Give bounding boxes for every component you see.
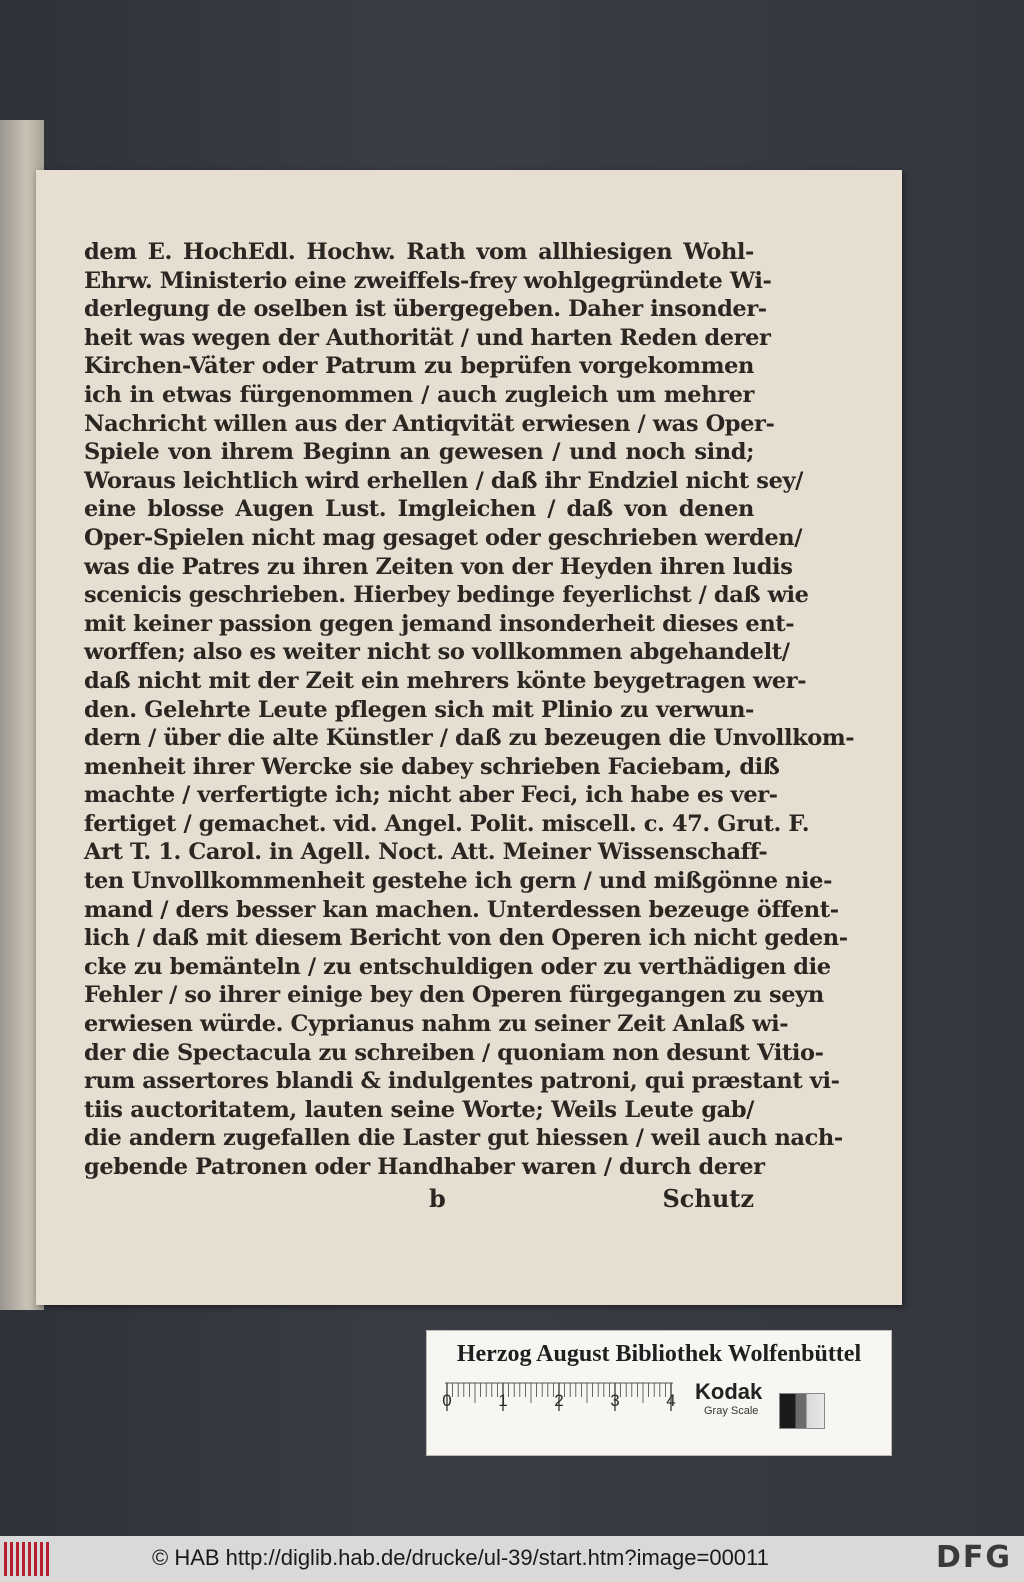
text-line: Art T. 1. Carol. in Agell. Noct. Att. Meiner Wissenschaff-	[84, 839, 768, 866]
text-line: cke zu bemänteln / zu entschuldigen oder zu verthädigen die	[84, 953, 831, 980]
text-line: eine blosse Augen Lust. Imgleichen / daß von denen	[84, 496, 754, 523]
text-line: den. Gelehrte Leute pflegen sich mit Plinio zu verwun-	[84, 696, 754, 723]
text-line: der die Spectacula zu schreiben / quoniam non desunt Vitio-	[84, 1039, 824, 1066]
text-line: tiis auctoritatem, lauten seine Worte; Weils Leute gab/	[84, 1096, 754, 1123]
text-line: menheit ihrer Wercke sie dabey schrieben Faciebam, diß	[84, 753, 780, 780]
text-line: Oper-Spielen nicht mag gesaget oder geschrieben werden/	[84, 524, 803, 551]
text-line: worffen; also es weiter nicht so vollkommen abgehandelt/	[84, 639, 790, 666]
text-line: Kirchen-Väter oder Patrum zu beprüfen vorgekommen	[84, 353, 754, 380]
text-line: fertiget / gemachet. vid. Angel. Polit. miscell. c. 47. Grut. F.	[84, 810, 810, 837]
text-line: derlegung de oselben ist übergegeben. Daher insonder-	[84, 296, 767, 323]
gray-scale-label: Gray Scale	[704, 1405, 759, 1417]
text-line: Spiele von ihrem Beginn an gewesen / und noch sind;	[84, 439, 754, 466]
text-line: mit keiner passion gegen jemand insonderheit dieses ent-	[84, 610, 795, 637]
text-line: Ehrw. Ministerio eine zweiffels-frey wohlgegründete Wi-	[84, 267, 772, 294]
text-line: was die Patres zu ihren Zeiten von der Heyden ihren ludis	[84, 553, 793, 580]
text-line: scenicis geschrieben. Hierbey bedinge feyerlichst / daß wie	[84, 582, 809, 609]
text-line: dern / über die alte Künstler / daß zu bezeugen die Unvollkom-	[84, 725, 855, 752]
text-line: gebende Patronen oder Handhaber waren / durch derer	[84, 1154, 765, 1180]
text-line: daß nicht mit der Zeit ein mehrers könte beygetragen wer-	[84, 667, 807, 694]
ruler-label: 3	[610, 1391, 620, 1410]
ruler-label: 0	[442, 1391, 452, 1410]
color-reference-card	[426, 1330, 892, 1456]
ruler-label: 4	[666, 1391, 676, 1410]
text-line: Woraus leichtlich wird erhellen / daß ihr Endziel nicht sey/	[84, 467, 803, 494]
gray-scale-swatch	[779, 1393, 825, 1429]
text-line: dem E. HochEdl. Hochw. Rath vom allhiesigen Wohl-	[84, 239, 754, 265]
catchword: Schutz	[662, 1183, 754, 1213]
page-text	[84, 238, 855, 1214]
text-line: mand / ders besser kan machen. Unterdessen bezeuge öffent-	[84, 896, 839, 923]
copyright-link[interactable]: © HAB http://diglib.hab.de/drucke/ul-39/start.htm?image=00011	[152, 1545, 769, 1570]
text-line: erwiesen würde. Cyprianus nahm zu seiner Zeit Anlaß wi-	[84, 1011, 789, 1038]
text-line: Fehler / so ihrer einige bey den Operen fürgegangen zu seyn	[84, 982, 824, 1009]
document-page	[36, 170, 902, 1305]
text-line: heit was wegen der Authorität / und harten Reden derer	[84, 324, 771, 351]
library-name: Herzog August Bibliothek Wolfenbüttel	[456, 1341, 862, 1367]
hab-logo-icon[interactable]	[4, 1542, 50, 1576]
text-line: ten Unvollkommenheit gestehe ich gern / und mißgönne nie-	[84, 868, 833, 895]
text-line: lich / daß mit diesem Bericht von den Operen ich nicht geden-	[84, 925, 848, 952]
dfg-logo[interactable]: DFG	[935, 1540, 1012, 1575]
signature-mark: b	[429, 1183, 446, 1213]
text-line: Nachricht willen aus der Antiqvität erwiesen / was Oper-	[84, 410, 775, 437]
text-line: ich in etwas fürgenommen / auch zugleich um mehrer	[84, 381, 754, 408]
page-footer	[84, 1184, 754, 1214]
text-line: rum assertores blandi & indulgentes patroni, qui præstant vi-	[84, 1068, 840, 1095]
ruler-label: 1	[498, 1391, 508, 1410]
text-line: machte / verfertigte ich; nicht aber Feci, ich habe es ver-	[84, 782, 778, 809]
footer-bar	[0, 1536, 1024, 1582]
text-line: die andern zugefallen die Laster gut hiessen / weil auch nach-	[84, 1125, 843, 1152]
ruler-label: 2	[554, 1391, 564, 1410]
kodak-logo: Kodak	[695, 1379, 763, 1404]
